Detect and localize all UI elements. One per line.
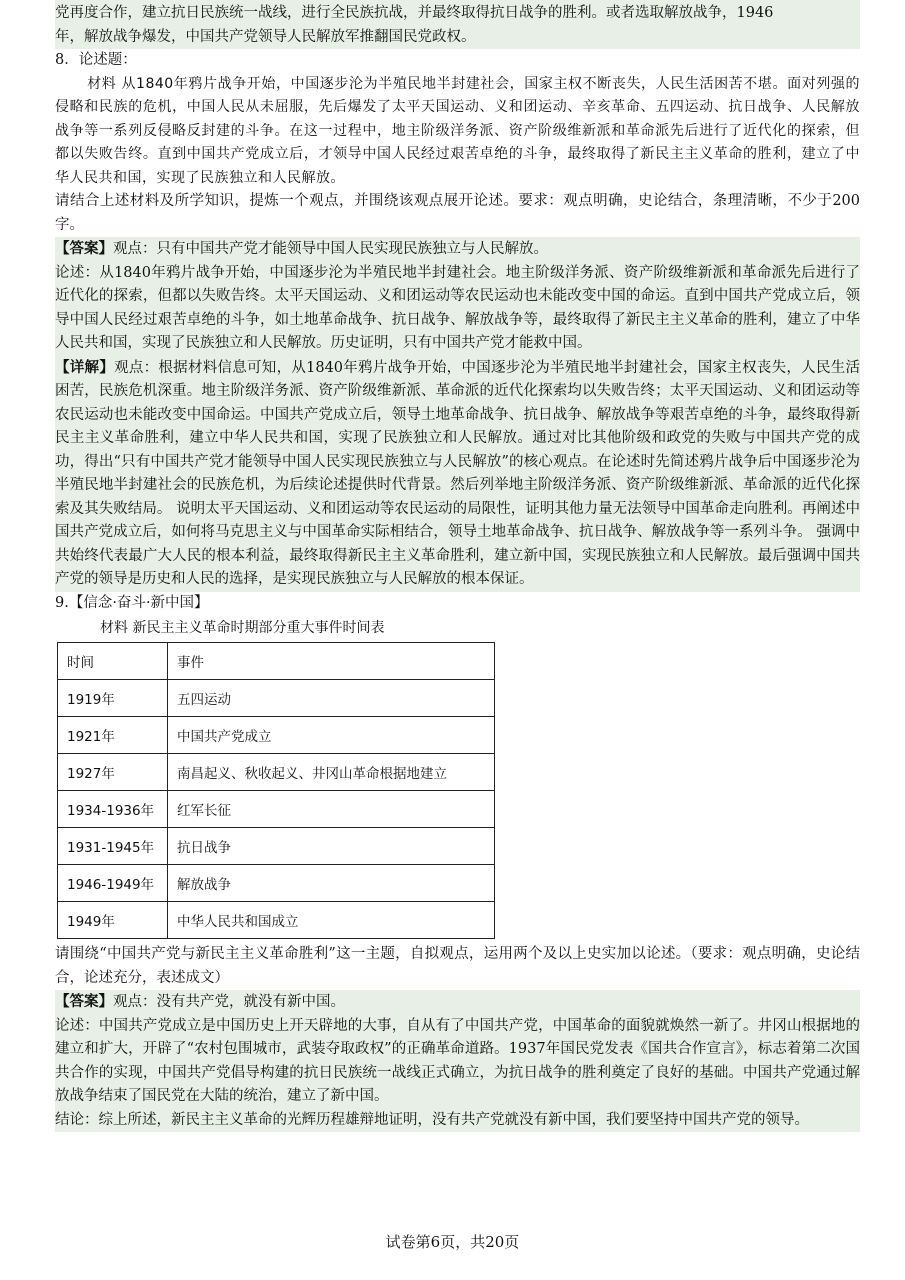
cell-event: 中国共产党成立	[168, 717, 495, 754]
cell-event: 中华人民共和国成立	[168, 902, 495, 939]
cell-time: 1934-1936年	[58, 791, 168, 828]
cell-event: 解放战争	[168, 865, 495, 902]
question-9-answer	[55, 990, 860, 1132]
question-8-material: 材料 从1840年鸦片战争开始，中国逐步沦为半殖民地半封建社会，国家主权不断丧失，人民生活困苦不堪。面对列强的侵略和民族的危机，中国人民从未屈服，先后爆发了太平天国运动、义和团运动、辛亥革命、五四运动、抗日战争、人民解放战争等一系列反侵略反封建的斗争。在这一过程中，地主阶级洋务派、资产阶级维新派和革命派先后进行了近代化的探索，但都以失败告终。直到中国共产党成立后，才领导中国人民经过艰苦卓绝的斗争，最终取得了新民主主义革命的胜利，建立了中华人民共和国，实现了民族独立和人民解放。	[55, 75, 860, 186]
cell-time: 1931-1945年	[58, 828, 168, 865]
question-8-prompt: 请结合上述材料及所学知识，提炼一个观点，并围绕该观点展开论述。要求：观点明确，史论结合，条理清晰，不少于200字。	[55, 193, 860, 233]
cell-event: 抗日战争	[168, 828, 495, 865]
cell-event: 南昌起义、秋收起义、井冈山革命根据地建立	[168, 754, 495, 791]
table-row	[58, 791, 495, 828]
answer-conclusion: 结论：综上所述，新民主主义革命的光辉历程雄辩地证明，没有共产党就没有新中国，我们要坚持中国共产党的领导。	[55, 1111, 809, 1128]
question-9-heading: 9.【信念·奋斗·新中国】	[55, 594, 209, 611]
table-header-row	[58, 643, 495, 680]
answer-body: 论述：从1840年鸦片战争开始，中国逐步沦为半殖民地半封建社会。地主阶级洋务派、资产阶级维新派和革命派先后进行了近代化的探索，但都以失败告终。太平天国运动、义和团运动等农民运动也未能改变中国的命运。直到中国共产党成立后，领导中国人民经过艰苦卓绝的斗争，如土地革命战争、抗日战争、解放战争等，最终取得了新民主主义革命的胜利，建立了中华人民共和国，实现了民族独立和人民解放。历史证明，只有中国共产党才能救中国。	[55, 264, 860, 351]
continuation-line-1: 党再度合作，建立抗日民族统一战线，进行全民族抗战，并最终取得抗日战争的胜利。或者选取解放战争，1946	[55, 5, 774, 21]
detail-paragraph	[55, 356, 860, 592]
answer-view-line	[55, 990, 860, 1015]
cell-event: 红军长征	[168, 791, 495, 828]
table-row	[58, 754, 495, 791]
header-time: 时间	[58, 643, 168, 680]
table-row	[58, 717, 495, 754]
answer-body: 论述：中国共产党成立是中国历史上开天辟地的大事，自从有了中国共产党，中国革命的面貌就焕然一新了。井冈山根据地的建立和扩大，开辟了“农村包围城市，武装夺取政权”的正确革命道路。1937年国民党发表《国共合作宣言》，标志着第二次国共合作的实现，中国共产党倡导构建的抗日民族统一战线正式确立，为抗日战争的胜利奠定了良好的基础。中国共产党通过解放战争结束了国民党在大陆的统治，建立了新中国。	[55, 1017, 860, 1104]
cell-time: 1946-1949年	[58, 865, 168, 902]
table-row	[58, 828, 495, 865]
cell-event: 五四运动	[168, 680, 495, 717]
table-caption: 材料 新民主主义革命时期部分重大事件时间表	[100, 620, 385, 636]
question-8-heading: 8．论述题：	[55, 52, 137, 68]
answer-view-line	[55, 237, 860, 262]
answer-view: 观点：没有共产党，就没有新中国。	[113, 994, 345, 1010]
table-row	[58, 865, 495, 902]
cell-time: 1919年	[58, 680, 168, 717]
page-footer: 试卷第6页，共20页	[385, 1233, 520, 1251]
detail-body: 观点：根据材料信息可知，从1840年鸦片战争开始，中国逐步沦为半殖民地半封建社会，国家主权丧失，人民生活困苦，民族危机深重。地主阶级洋务派、资产阶级维新派、革命派的近代化探索均以失败告终；太平天国运动、义和团运动等农民运动也未能改变中国命运。中国共产党成立后，领导土地革命战争、抗日战争、解放战争等艰苦卓绝的斗争，最终取得新民主主义革命胜利，建立中华人民共和国，实现了民族独立和人民解放。通过对比其他阶级和政党的失败与中国共产党的成功，得出“只有中国共产党才能领导中国人民实现民族独立与人民解放”的核心观点。在论述时先简述鸦片战争后中国逐步沦为半殖民地半封建社会的民族危机，为后续论述提供时代背景。然后列举地主阶级洋务派、资产阶级维新派、革命派的近代化探索及其失败结局。 说明太平天国运动、义和团运动等农民运动的局限性，证明其他力量无法领导中国革命走向胜利。再阐述中国共产党成立后，如何将马克思主义与中国革命实际相结合，领导土地革命战争、抗日战争、解放战争等一系列斗争。 强调中共始终代表最广大人民的根本利益，最终取得新民主主义革命胜利，建立新中国，实现民族独立和人民解放。最后强调中国共产党的领导是历史和人民的选择，是实现民族独立与人民解放的根本保证。	[55, 359, 861, 587]
answer-tag: 【答案】	[55, 993, 113, 1010]
answer-tag: 【答案】	[55, 240, 113, 257]
continuation-line-2: 年，解放战争爆发，中国共产党领导人民解放军推翻国民党政权。	[55, 28, 476, 45]
previous-answer-continuation	[55, 0, 860, 49]
question-9-prompt: 请围绕“中国共产党与新民主主义革命胜利”这一主题，自拟观点，运用两个及以上史实加以论述。（要求：观点明确，史论结合，论述充分，表述成文）	[55, 946, 860, 986]
cell-time: 1927年	[58, 754, 168, 791]
question-8-answer	[55, 237, 860, 592]
cell-time: 1921年	[58, 717, 168, 754]
detail-tag: 【详解】	[55, 358, 115, 376]
answer-view: 观点：只有中国共产党才能领导中国人民实现民族独立与人民解放。	[113, 241, 548, 257]
table-row	[58, 902, 495, 939]
events-table	[57, 642, 495, 939]
cell-time: 1949年	[58, 902, 168, 939]
header-event: 事件	[168, 643, 495, 680]
table-row	[58, 680, 495, 717]
